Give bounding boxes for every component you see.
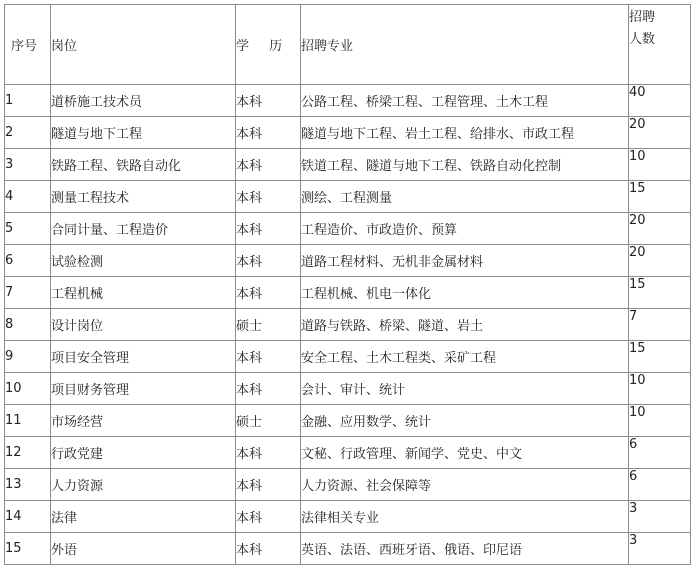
cell-major: 金融、应用数学、统计: [301, 405, 629, 437]
cell-education: 本科: [236, 213, 301, 245]
header-count: [629, 5, 691, 85]
cell-count: 7: [629, 309, 691, 341]
cell-count: 15: [629, 277, 691, 309]
header-education: [236, 5, 301, 85]
cell-major: 人力资源、社会保障等: [301, 469, 629, 501]
cell-major: 道路与铁路、桥梁、隧道、岩土: [301, 309, 629, 341]
cell-count: 20: [629, 117, 691, 149]
cell-no: 2: [5, 117, 51, 149]
cell-position: 人力资源: [51, 469, 236, 501]
cell-major: 公路工程、桥梁工程、工程管理、土木工程: [301, 85, 629, 117]
cell-no: 12: [5, 437, 51, 469]
cell-count: 15: [629, 341, 691, 373]
cell-position: 行政党建: [51, 437, 236, 469]
cell-education: 本科: [236, 117, 301, 149]
cell-major: 隧道与地下工程、岩土工程、给排水、市政工程: [301, 117, 629, 149]
cell-major: 会计、审计、统计: [301, 373, 629, 405]
header-position: 岗位: [51, 5, 236, 85]
cell-no: 8: [5, 309, 51, 341]
table-row: [5, 373, 691, 405]
header-count-line1: 招聘: [629, 10, 656, 25]
cell-position: 法律: [51, 501, 236, 533]
cell-no: 13: [5, 469, 51, 501]
table-row: [5, 437, 691, 469]
table-row: [5, 117, 691, 149]
table-row: [5, 181, 691, 213]
cell-position: 试验检测: [51, 245, 236, 277]
cell-education: 本科: [236, 181, 301, 213]
cell-position: 铁路工程、铁路自动化: [51, 149, 236, 181]
cell-education: 硕士: [236, 405, 301, 437]
table-row: [5, 149, 691, 181]
table-row: [5, 85, 691, 117]
cell-education: 本科: [236, 341, 301, 373]
table-row: [5, 245, 691, 277]
cell-position: 合同计量、工程造价: [51, 213, 236, 245]
cell-count: 10: [629, 149, 691, 181]
cell-position: 工程机械: [51, 277, 236, 309]
cell-no: 15: [5, 533, 51, 565]
table-row: [5, 469, 691, 501]
cell-major: 文秘、行政管理、新闻学、党史、中文: [301, 437, 629, 469]
cell-position: 设计岗位: [51, 309, 236, 341]
cell-count: 20: [629, 245, 691, 277]
cell-no: 9: [5, 341, 51, 373]
cell-no: 5: [5, 213, 51, 245]
cell-education: 本科: [236, 149, 301, 181]
cell-count: 6: [629, 437, 691, 469]
table-row: [5, 405, 691, 437]
cell-count: 15: [629, 181, 691, 213]
cell-education: 本科: [236, 437, 301, 469]
cell-position: 项目财务管理: [51, 373, 236, 405]
cell-no: 10: [5, 373, 51, 405]
cell-education: 本科: [236, 245, 301, 277]
cell-major: 铁道工程、隧道与地下工程、铁路自动化控制: [301, 149, 629, 181]
cell-major: 工程造价、市政造价、预算: [301, 213, 629, 245]
cell-position: 市场经营: [51, 405, 236, 437]
cell-education: 硕士: [236, 309, 301, 341]
table-row: [5, 309, 691, 341]
cell-education: 本科: [236, 277, 301, 309]
cell-position: 隧道与地下工程: [51, 117, 236, 149]
header-row: [5, 5, 691, 85]
cell-no: 4: [5, 181, 51, 213]
header-education-label: 学 历: [236, 39, 291, 54]
cell-position: 道桥施工技术员: [51, 85, 236, 117]
cell-major: 道路工程材料、无机非金属材料: [301, 245, 629, 277]
cell-education: 本科: [236, 501, 301, 533]
cell-no: 1: [5, 85, 51, 117]
table-row: [5, 213, 691, 245]
cell-no: 3: [5, 149, 51, 181]
header-no: 序号: [5, 5, 51, 85]
header-major: 招聘专业: [301, 5, 629, 85]
cell-education: 本科: [236, 85, 301, 117]
cell-major: 工程机械、机电一体化: [301, 277, 629, 309]
header-count-line2: 人数: [629, 32, 656, 47]
table-row: [5, 533, 691, 565]
cell-major: 安全工程、土木工程类、采矿工程: [301, 341, 629, 373]
cell-education: 本科: [236, 469, 301, 501]
table-row: [5, 277, 691, 309]
cell-count: 10: [629, 405, 691, 437]
table-row: [5, 501, 691, 533]
cell-major: 英语、法语、西班牙语、俄语、印尼语: [301, 533, 629, 565]
cell-count: 10: [629, 373, 691, 405]
cell-no: 11: [5, 405, 51, 437]
table-row: [5, 341, 691, 373]
cell-education: 本科: [236, 373, 301, 405]
cell-position: 外语: [51, 533, 236, 565]
cell-count: 6: [629, 469, 691, 501]
cell-count: 3: [629, 533, 691, 565]
cell-count: 3: [629, 501, 691, 533]
cell-count: 20: [629, 213, 691, 245]
cell-position: 测量工程技术: [51, 181, 236, 213]
cell-no: 6: [5, 245, 51, 277]
cell-education: 本科: [236, 533, 301, 565]
cell-major: 法律相关专业: [301, 501, 629, 533]
cell-major: 测绘、工程测量: [301, 181, 629, 213]
cell-no: 7: [5, 277, 51, 309]
cell-count: 40: [629, 85, 691, 117]
cell-no: 14: [5, 501, 51, 533]
recruitment-table: [4, 4, 691, 565]
cell-position: 项目安全管理: [51, 341, 236, 373]
